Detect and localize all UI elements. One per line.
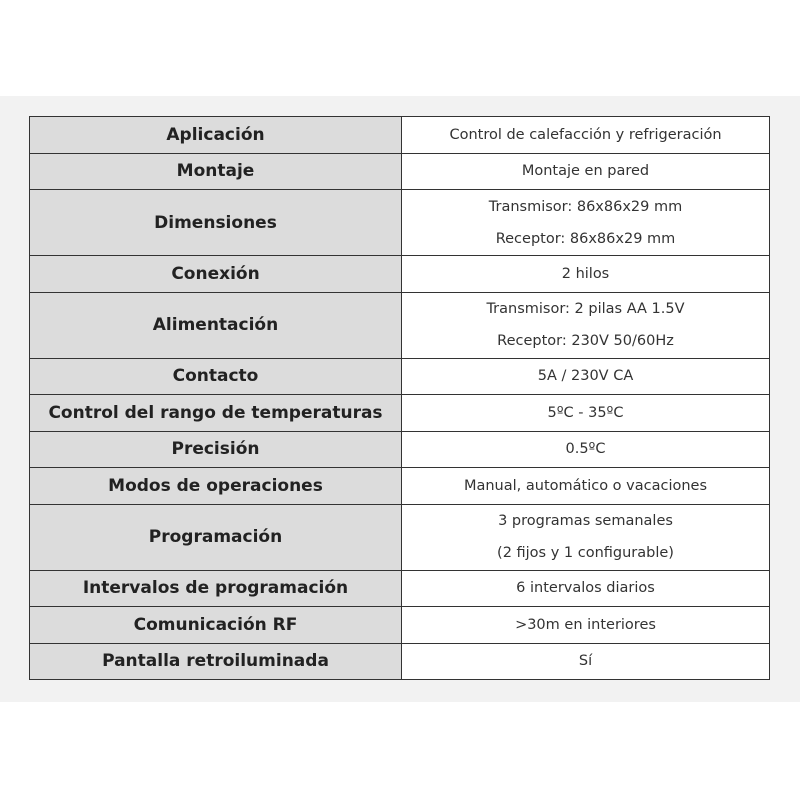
spec-label: Conexión <box>30 256 402 293</box>
spec-label: Contacto <box>30 358 402 395</box>
spec-value: Montaje en pared <box>402 153 770 190</box>
spec-label: Programación <box>30 504 402 570</box>
spec-label: Aplicación <box>30 117 402 154</box>
table-row <box>30 117 770 154</box>
spec-label: Dimensiones <box>30 190 402 256</box>
spec-value-line: Receptor: 86x86x29 mm <box>495 230 676 247</box>
spec-label: Precisión <box>30 431 402 468</box>
spec-value-line: 3 programas semanales <box>498 513 673 529</box>
spec-value-line: Receptor: 230V 50/60Hz <box>497 333 674 349</box>
table-row <box>30 292 770 358</box>
spec-value <box>402 504 770 570</box>
spec-value: >30m en interiores <box>402 607 770 644</box>
table-row <box>30 358 770 395</box>
spec-label: Pantalla retroiluminada <box>30 643 402 680</box>
specifications-table <box>29 116 770 680</box>
spec-value: Sí <box>402 643 770 680</box>
spec-value: 0.5ºC <box>402 431 770 468</box>
spec-value: 5ºC - 35ºC <box>402 395 770 432</box>
spec-value-line: (2 fijos y 1 configurable) <box>497 545 674 561</box>
spec-value: 5A / 230V CA <box>402 358 770 395</box>
table-row <box>30 643 770 680</box>
spec-label: Comunicación RF <box>30 607 402 644</box>
spec-value-line: Transmisor: 86x86x29 mm <box>488 198 683 215</box>
table-row <box>30 607 770 644</box>
table-row <box>30 468 770 505</box>
table-row <box>30 153 770 190</box>
spec-value: 6 intervalos diarios <box>402 570 770 607</box>
spec-label: Montaje <box>30 153 402 190</box>
spec-value: 2 hilos <box>402 256 770 293</box>
spec-label: Control del rango de temperaturas <box>30 395 402 432</box>
table-row <box>30 431 770 468</box>
table-row <box>30 190 770 256</box>
spec-value <box>402 190 770 256</box>
table-row <box>30 395 770 432</box>
spec-label: Alimentación <box>30 292 402 358</box>
table-row <box>30 256 770 293</box>
table-row <box>30 504 770 570</box>
spec-label: Modos de operaciones <box>30 468 402 505</box>
spec-value <box>402 292 770 358</box>
spec-value: Manual, automático o vacaciones <box>402 468 770 505</box>
spec-value-line: Transmisor: 2 pilas AA 1.5V <box>486 301 685 317</box>
spec-label: Intervalos de programación <box>30 570 402 607</box>
table-row <box>30 570 770 607</box>
spec-value: Control de calefacción y refrigeración <box>402 117 770 154</box>
